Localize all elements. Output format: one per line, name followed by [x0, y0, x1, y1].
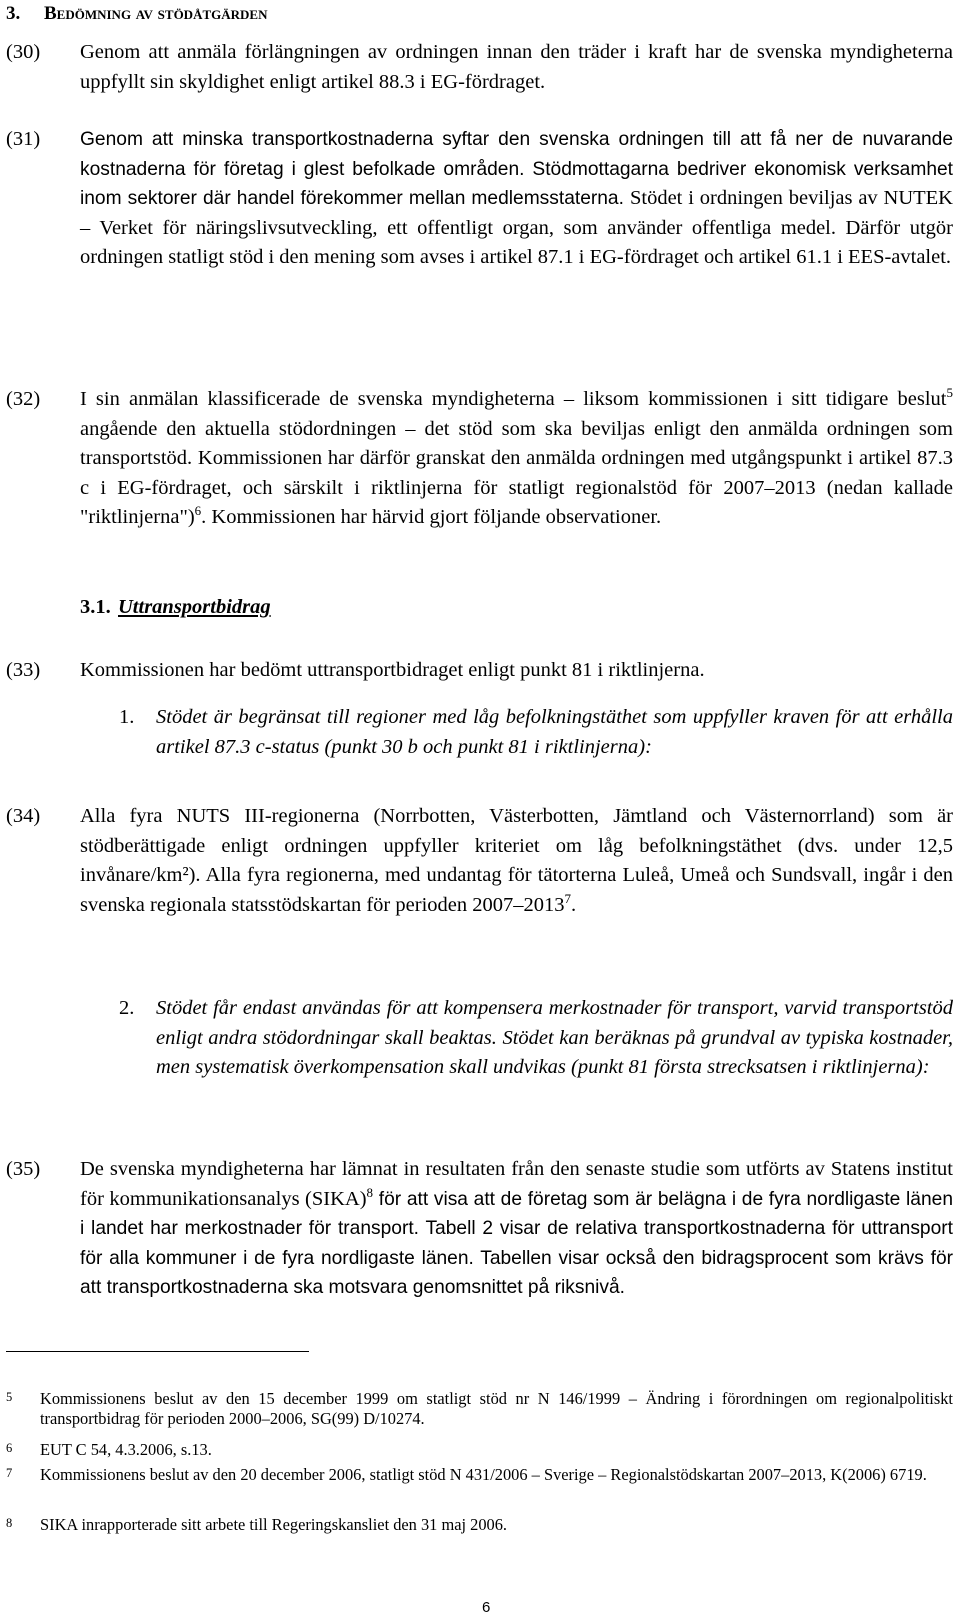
paragraph-text-part-b: . — [570, 893, 577, 916]
paragraph-text — [80, 385, 953, 533]
section-heading — [6, 2, 267, 26]
page-number: 6 — [482, 1599, 491, 1616]
section-heading-number: 3. — [6, 3, 21, 24]
footnote-number: 5 — [6, 1390, 13, 1404]
footnote-reference: 8 — [366, 1184, 374, 1200]
paragraph-text: Genom att anmäla förlängningen av ordningen innan den träder i kraft har de svenska myndigheterna uppfyllt sin skyldighet enligt artikel 88.3 i EG-fördraget. — [80, 41, 953, 93]
footnote-reference: 6 — [194, 503, 202, 519]
subsection-heading — [80, 593, 271, 621]
paragraph-number: (30) — [6, 41, 41, 63]
footnote-text: SIKA inrapporterade sitt arbete till Regeringskansliet den 31 maj 2006. — [40, 1515, 508, 1534]
footnote-text: Kommissionens beslut av den 20 december 2006, statligt stöd N 431/2006 – Sverige – Regionalstödskartan 2007–2013, K(2006) 6719. — [40, 1465, 927, 1484]
criterion-text: Stödet får endast användas för att kompensera merkostnader för transport, varvid transportstöd enligt andra stödordningar skall beaktas. Stödet kan beräknas på grundval av typiska kostnader, men systematisk överkompensation skall undvikas (punkt 81 första strecksatsen i riktlinjerna): — [156, 997, 953, 1078]
paragraph-number: (33) — [6, 659, 41, 681]
footnote-reference: 7 — [564, 890, 571, 906]
footnote-number: 6 — [6, 1441, 13, 1455]
paragraph-number: (35) — [6, 1158, 41, 1180]
paragraph-text — [80, 802, 953, 920]
paragraph-number: (32) — [6, 388, 41, 410]
paragraph-text-part-b: för att visa att de företag som är belägna i de fyra nordligaste länen i landet har merkostnader för transport. Tabell 2 visar de relativa transportkostnaderna för uttransport för alla kommuner i de fyra nordligaste länen. Tabellen visar också den bidragsprocent som krävs för att transportkostnaderna ska motsvara genomsnittet på riksnivå. — [80, 1188, 953, 1298]
paragraph-number: (34) — [6, 805, 41, 827]
subsection-number: 3.1. — [80, 596, 111, 618]
paragraph-text — [80, 125, 953, 273]
criterion-number: 2. — [119, 997, 135, 1019]
footnote-text: Kommissionens beslut av den 15 december 1999 om statligt stöd nr N 146/1999 – Ändring i förordningen om regionalpolitiskt transportbidrag för perioden 2000–2006, SG(99) D/10274. — [40, 1389, 953, 1428]
paragraph-text-part-b: Stödet i ordningen beviljas av NUTEK – Verket för näringslivsutveckling, ett offentligt organ, som använder offentliga medel. Därför utgör ordningen statligt stöd i den mening som avses i artikel 87.1 i EG-fördraget och artikel 61.1 i EES-avtalet. — [80, 187, 953, 268]
paragraph-text-part-a: Genom att minska transportkostnaderna syftar den svenska ordningen till att få ner de nuvarande kostnaderna för företag i glest befolkade områden. Stödmottagarna bedriver ekonomisk verksamhet inom sektorer där handel förekommer mellan medlemsstaterna. — [80, 129, 953, 209]
paragraph-text: Kommissionen har bedömt uttransportbidraget enligt punkt 81 i riktlinjerna. — [80, 659, 705, 681]
paragraph-text-part-c: . Kommissionen har härvid gjort följande observationer. — [201, 506, 662, 528]
footnote-text: EUT C 54, 4.3.2006, s.13. — [40, 1440, 212, 1459]
criterion-text: Stödet är begränsat till regioner med låg befolkningstäthet som uppfyller kraven för att erhålla artikel 87.3 c-status (punkt 30 b och punkt 81 i riktlinjerna): — [156, 706, 953, 758]
paragraph-text-part-a: I sin anmälan klassificerade de svenska myndigheterna – liksom kommissionen i sitt tidigare beslut — [80, 388, 947, 410]
paragraph-text-part-a: De svenska myndigheterna har lämnat in resultaten från den senaste studie som utförts av Statens institut för kommunikationsanalys (SIKA) — [80, 1158, 953, 1210]
criterion-number: 1. — [119, 706, 135, 728]
subsection-title: Uttransportbidrag — [118, 596, 271, 618]
footnote-number: 8 — [6, 1516, 13, 1530]
footnote-reference: 5 — [946, 385, 953, 401]
footnote-number: 7 — [6, 1466, 13, 1480]
paragraph-number: (31) — [6, 128, 41, 150]
section-heading-title: Bedömning av stödåtgärden — [44, 3, 268, 24]
paragraph-text — [80, 1155, 953, 1303]
paragraph-text-part-a: Alla fyra NUTS III-regionerna (Norrbotten, Västerbotten, Jämtland och Västernorrland) som är stödberättigade enligt ordningen uppfyller kriteriet om låg befolkningstäthet (dvs. under 12,5 invånare/km²). Alla fyra regionerna, med undantag för tätorterna Luleå, Umeå och Sundsvall, ingår i den svenska regionala statsstödskartan för perioden 2007–2013 — [80, 805, 953, 916]
paragraph-text-part-b: angående den aktuella stödordningen – det stöd som ska beviljas enligt den anmälda ordningen som transportstöd. Kommissionen har därför granskat den anmälda ordningen med utgångspunkt i artikel 87.3 c i EG-fördraget, och särskilt i riktlinjerna för statligt regionalstöd för 2007–2013 (nedan kallade "riktlinjerna") — [80, 417, 953, 528]
footnote-separator — [6, 1351, 309, 1352]
